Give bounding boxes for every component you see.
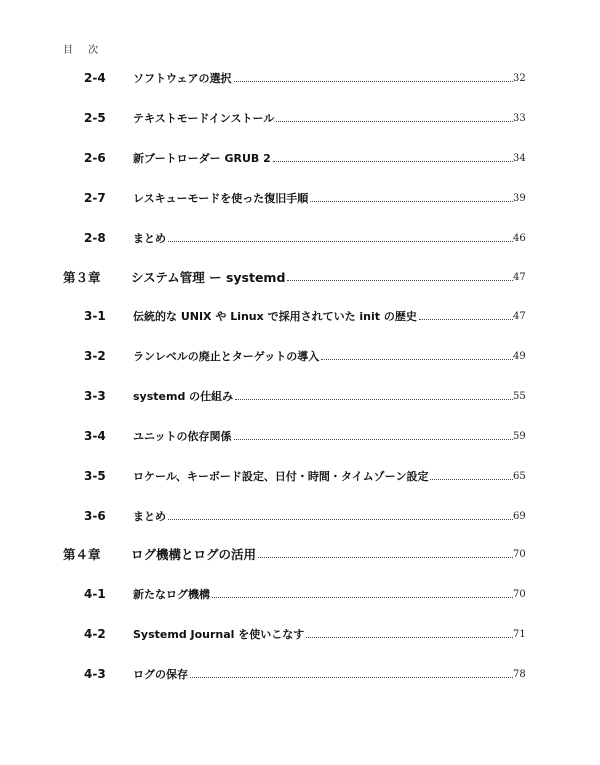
page-number: 47	[513, 310, 526, 322]
section-number: 3-6	[84, 509, 106, 523]
page-number: 65	[513, 470, 526, 482]
section-number: 4-3	[84, 667, 106, 681]
section-title: 伝統的な UNIX や Linux で採用されていた init の歴史	[133, 310, 417, 323]
section-number: 2-4	[84, 71, 106, 85]
section-title: ユニットの依存関係	[133, 430, 232, 443]
dot-leader	[234, 438, 513, 440]
section-title: テキストモードインストール	[133, 112, 275, 125]
dot-leader	[168, 240, 513, 242]
page-number: 32	[513, 72, 526, 84]
dot-leader	[310, 200, 513, 202]
dot-leader	[258, 556, 513, 558]
dot-leader	[321, 358, 513, 360]
dot-leader	[168, 518, 513, 520]
page-header: 目 次	[63, 45, 105, 56]
page-number: 69	[513, 510, 526, 522]
toc-entry[interactable]	[0, 428, 600, 444]
dot-leader	[276, 120, 513, 122]
dot-leader	[273, 160, 513, 162]
toc-entry[interactable]	[0, 508, 600, 524]
toc-entry[interactable]	[0, 388, 600, 404]
toc-entry[interactable]	[0, 666, 600, 682]
toc-entry[interactable]	[0, 586, 600, 602]
page-number: 33	[513, 112, 526, 124]
dot-leader	[212, 596, 513, 598]
section-number: 2-7	[84, 191, 106, 205]
section-title: Systemd Journal を使いこなす	[133, 628, 305, 641]
section-number: 3-1	[84, 309, 106, 323]
toc-entry[interactable]	[0, 70, 600, 86]
toc-entry[interactable]	[0, 626, 600, 642]
section-number: 2-8	[84, 231, 106, 245]
dot-leader	[430, 478, 513, 480]
dot-leader	[419, 318, 513, 320]
section-title: まとめ	[133, 510, 166, 523]
dot-leader	[235, 398, 513, 400]
page-number: 59	[513, 430, 526, 442]
page-number: 39	[513, 192, 526, 204]
chapter-number: 第３章	[63, 270, 101, 285]
section-title: systemd の仕組み	[133, 390, 234, 403]
toc-entry[interactable]	[0, 110, 600, 126]
section-number: 2-5	[84, 111, 106, 125]
section-title: ランレベルの廃止とターゲットの導入	[133, 350, 320, 363]
toc-entry[interactable]	[0, 150, 600, 166]
page-number: 55	[513, 390, 526, 402]
section-number: 2-6	[84, 151, 106, 165]
section-number: 4-2	[84, 627, 106, 641]
section-number: 3-5	[84, 469, 106, 483]
toc-chapter-entry[interactable]	[0, 546, 600, 562]
section-title: 新ブートローダー GRUB 2	[133, 152, 271, 165]
chapter-title: システム管理 ー systemd	[131, 270, 286, 285]
page-number: 78	[513, 668, 526, 680]
toc-entry[interactable]	[0, 308, 600, 324]
section-title: ソフトウェアの選択	[133, 72, 232, 85]
page-number: 47	[513, 271, 526, 283]
toc-entry[interactable]	[0, 468, 600, 484]
section-title: ロケール、キーボード設定、日付・時間・タイムゾーン設定	[133, 470, 429, 483]
dot-leader	[190, 676, 513, 678]
page-number: 34	[513, 152, 526, 164]
section-title: レスキューモードを使った復旧手順	[133, 192, 309, 205]
page-number: 70	[513, 588, 526, 600]
page-number: 49	[513, 350, 526, 362]
toc-entry[interactable]	[0, 348, 600, 364]
toc-entry[interactable]	[0, 230, 600, 246]
chapter-title: ログ機構とログの活用	[131, 547, 257, 562]
section-number: 3-4	[84, 429, 106, 443]
section-number: 4-1	[84, 587, 106, 601]
toc-chapter-entry[interactable]	[0, 269, 600, 285]
dot-leader	[287, 279, 513, 281]
section-number: 3-2	[84, 349, 106, 363]
section-number: 3-3	[84, 389, 106, 403]
section-title: 新たなログ機構	[133, 588, 210, 601]
page-number: 71	[513, 628, 526, 640]
page-number: 46	[513, 232, 526, 244]
toc-entry[interactable]	[0, 190, 600, 206]
chapter-number: 第４章	[63, 547, 101, 562]
dot-leader	[306, 636, 513, 638]
section-title: ログの保存	[133, 668, 188, 681]
section-title: まとめ	[133, 232, 166, 245]
page-number: 70	[513, 548, 526, 560]
dot-leader	[234, 80, 513, 82]
